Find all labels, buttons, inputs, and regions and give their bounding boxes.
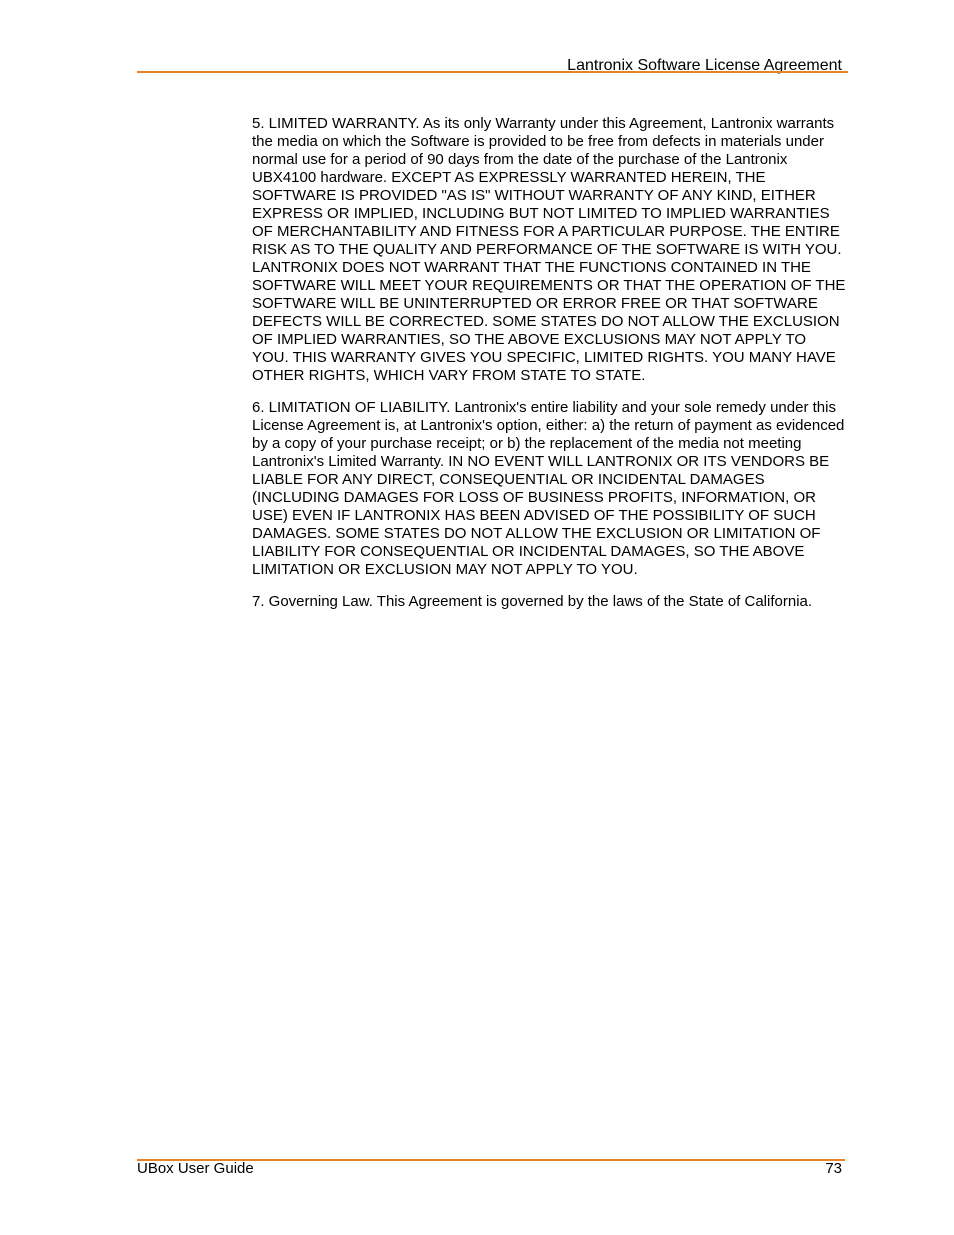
page-header-title: Lantronix Software License Agreement [567,57,842,74]
section-limitation-of-liability: 6. LIMITATION OF LIABILITY. Lantronix's entire liability and your sole remedy under this License Agreement is, at Lantronix's option, either: a) the return of payment as evidenced by a copy of your purchase receipt; or b) the replacement of the media not meeting Lantronix's Limited Warranty. IN NO EVENT WILL LANTRONIX OR ITS VENDORS BE LIABLE FOR ANY DIRECT, CONSEQUENTIAL OR INCIDENTAL DAMAGES (INCLUDING DAMAGES FOR LOSS OF BUSINESS PROFITS, INFORMATION, OR USE) EVEN IF LANTRONIX HAS BEEN ADVISED OF THE POSSIBILITY OF SUCH DAMAGES. SOME STATES DO NOT ALLOW THE EXCLUSION OR LIMITATION OF LIABILITY FOR CONSEQUENTIAL OR INCIDENTAL DAMAGES, SO THE ABOVE LIMITATION OR EXCLUSION MAY NOT APPLY TO YOU. [252,399,845,578]
header-divider [137,71,848,73]
footer-page-number: 73 [825,1160,842,1177]
section-governing-law: 7. Governing Law. This Agreement is governed by the laws of the State of California. [252,593,813,610]
document-body [252,115,846,625]
footer-guide-title: UBox User Guide [137,1160,254,1177]
section-limited-warranty: 5. LIMITED WARRANTY. As its only Warranty under this Agreement, Lantronix warrants the media on which the Software is provided to be free from defects in materials under normal use for a period of 90 days from the date of the purchase of the Lantronix UBX4100 hardware. EXCEPT AS EXPRESSLY WARRANTED HEREIN, THE SOFTWARE IS PROVIDED "AS IS" WITHOUT WARRANTY OF ANY KIND, EITHER EXPRESS OR IMPLIED, INCLUDING BUT NOT LIMITED TO IMPLIED WARRANTIES OF MERCHANTABILITY AND FITNESS FOR A PARTICULAR PURPOSE. THE ENTIRE RISK AS TO THE QUALITY AND PERFORMANCE OF THE SOFTWARE IS WITH YOU. LANTRONIX DOES NOT WARRANT THAT THE FUNCTIONS CONTAINED IN THE SOFTWARE WILL MEET YOUR REQUIREMENTS OR THAT THE OPERATION OF THE SOFTWARE WILL BE UNINTERRUPTED OR ERROR FREE OR THAT SOFTWARE DEFECTS WILL BE CORRECTED. SOME STATES DO NOT ALLOW THE EXCLUSION OF IMPLIED WARRANTIES, SO THE ABOVE EXCLUSIONS MAY NOT APPLY TO YOU. THIS WARRANTY GIVES YOU SPECIFIC, LIMITED RIGHTS. YOU MANY HAVE OTHER RIGHTS, WHICH VARY FROM STATE TO STATE. [252,115,846,384]
